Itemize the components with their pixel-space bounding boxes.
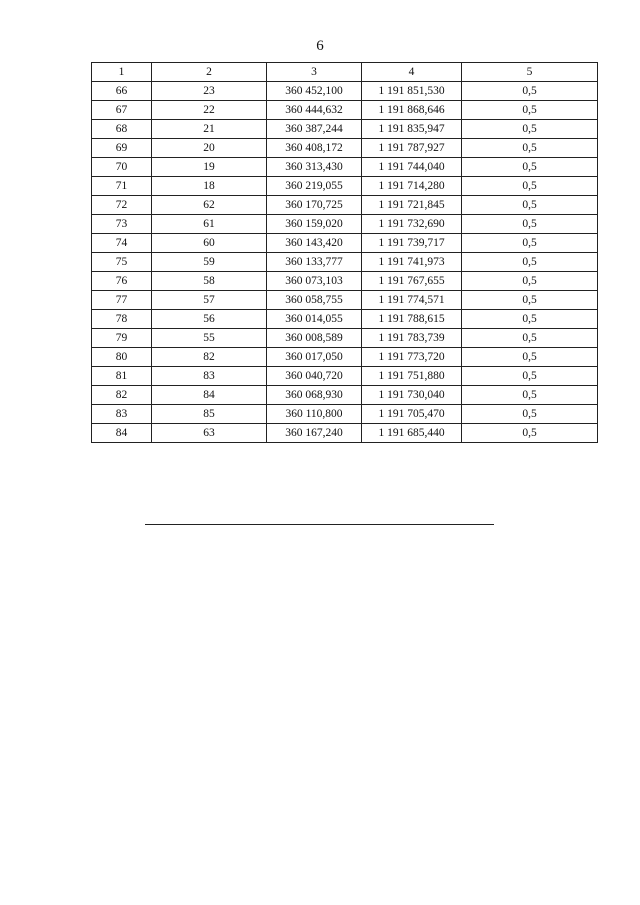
table-cell-col-3: 360 170,725 bbox=[267, 196, 362, 215]
table-cell-col-1: 68 bbox=[92, 120, 152, 139]
table-cell-col-4: 1 191 741,973 bbox=[362, 253, 462, 272]
table-cell-col-4: 1 191 851,530 bbox=[362, 82, 462, 101]
table-cell-col-5: 0,5 bbox=[462, 272, 598, 291]
table-row bbox=[92, 329, 598, 348]
table-cell-col-3: 360 073,103 bbox=[267, 272, 362, 291]
column-header-2: 2 bbox=[152, 63, 267, 82]
table-cell-col-4: 1 191 788,615 bbox=[362, 310, 462, 329]
column-header-1: 1 bbox=[92, 63, 152, 82]
column-header-4: 4 bbox=[362, 63, 462, 82]
end-of-document-line bbox=[145, 524, 494, 525]
table-row bbox=[92, 101, 598, 120]
table-cell-col-1: 71 bbox=[92, 177, 152, 196]
table-row bbox=[92, 234, 598, 253]
table-cell-col-2: 57 bbox=[152, 291, 267, 310]
table-cell-col-1: 74 bbox=[92, 234, 152, 253]
table-cell-col-4: 1 191 868,646 bbox=[362, 101, 462, 120]
table-cell-col-1: 75 bbox=[92, 253, 152, 272]
table-row bbox=[92, 177, 598, 196]
table-cell-col-2: 18 bbox=[152, 177, 267, 196]
table-cell-col-2: 59 bbox=[152, 253, 267, 272]
table-cell-col-2: 62 bbox=[152, 196, 267, 215]
table-cell-col-4: 1 191 744,040 bbox=[362, 158, 462, 177]
table-cell-col-5: 0,5 bbox=[462, 234, 598, 253]
table-cell-col-4: 1 191 685,440 bbox=[362, 424, 462, 443]
table-row bbox=[92, 348, 598, 367]
table-row bbox=[92, 196, 598, 215]
table-cell-col-3: 360 143,420 bbox=[267, 234, 362, 253]
table-cell-col-2: 22 bbox=[152, 101, 267, 120]
table-cell-col-2: 83 bbox=[152, 367, 267, 386]
table-cell-col-2: 55 bbox=[152, 329, 267, 348]
table-row bbox=[92, 386, 598, 405]
column-header-3: 3 bbox=[267, 63, 362, 82]
table-row bbox=[92, 291, 598, 310]
table-row bbox=[92, 367, 598, 386]
coordinates-table bbox=[91, 62, 598, 443]
table-row bbox=[92, 405, 598, 424]
table-cell-col-3: 360 068,930 bbox=[267, 386, 362, 405]
table-cell-col-5: 0,5 bbox=[462, 367, 598, 386]
table-cell-col-5: 0,5 bbox=[462, 424, 598, 443]
table-row bbox=[92, 120, 598, 139]
table-cell-col-5: 0,5 bbox=[462, 310, 598, 329]
table-cell-col-5: 0,5 bbox=[462, 196, 598, 215]
table-cell-col-3: 360 133,777 bbox=[267, 253, 362, 272]
table-cell-col-3: 360 058,755 bbox=[267, 291, 362, 310]
table-cell-col-5: 0,5 bbox=[462, 82, 598, 101]
table-cell-col-4: 1 191 732,690 bbox=[362, 215, 462, 234]
table-cell-col-5: 0,5 bbox=[462, 101, 598, 120]
table-cell-col-3: 360 408,172 bbox=[267, 139, 362, 158]
table-body bbox=[92, 82, 598, 443]
table-cell-col-3: 360 008,589 bbox=[267, 329, 362, 348]
page-number: 6 bbox=[316, 38, 324, 54]
table-cell-col-4: 1 191 767,655 bbox=[362, 272, 462, 291]
table-cell-col-1: 83 bbox=[92, 405, 152, 424]
table-cell-col-2: 21 bbox=[152, 120, 267, 139]
table-row bbox=[92, 253, 598, 272]
table-cell-col-1: 69 bbox=[92, 139, 152, 158]
table-cell-col-3: 360 452,100 bbox=[267, 82, 362, 101]
table-cell-col-5: 0,5 bbox=[462, 139, 598, 158]
table-cell-col-1: 70 bbox=[92, 158, 152, 177]
table-cell-col-5: 0,5 bbox=[462, 215, 598, 234]
table-cell-col-2: 84 bbox=[152, 386, 267, 405]
table-cell-col-3: 360 444,632 bbox=[267, 101, 362, 120]
table-cell-col-1: 67 bbox=[92, 101, 152, 120]
table-cell-col-3: 360 159,020 bbox=[267, 215, 362, 234]
table-cell-col-4: 1 191 774,571 bbox=[362, 291, 462, 310]
table-cell-col-4: 1 191 773,720 bbox=[362, 348, 462, 367]
table-cell-col-3: 360 313,430 bbox=[267, 158, 362, 177]
table-cell-col-2: 20 bbox=[152, 139, 267, 158]
table-cell-col-4: 1 191 721,845 bbox=[362, 196, 462, 215]
table-cell-col-2: 19 bbox=[152, 158, 267, 177]
table-cell-col-4: 1 191 783,739 bbox=[362, 329, 462, 348]
table-cell-col-3: 360 387,244 bbox=[267, 120, 362, 139]
table-cell-col-1: 73 bbox=[92, 215, 152, 234]
table-cell-col-5: 0,5 bbox=[462, 348, 598, 367]
table-cell-col-3: 360 219,055 bbox=[267, 177, 362, 196]
table-cell-col-5: 0,5 bbox=[462, 329, 598, 348]
table-cell-col-1: 72 bbox=[92, 196, 152, 215]
table-cell-col-1: 79 bbox=[92, 329, 152, 348]
table-cell-col-3: 360 167,240 bbox=[267, 424, 362, 443]
table-cell-col-1: 78 bbox=[92, 310, 152, 329]
table-row bbox=[92, 215, 598, 234]
table-cell-col-4: 1 191 730,040 bbox=[362, 386, 462, 405]
table-row bbox=[92, 139, 598, 158]
table-cell-col-2: 58 bbox=[152, 272, 267, 291]
table-cell-col-1: 80 bbox=[92, 348, 152, 367]
table-cell-col-5: 0,5 bbox=[462, 253, 598, 272]
table-cell-col-1: 66 bbox=[92, 82, 152, 101]
table-row bbox=[92, 158, 598, 177]
column-header-5: 5 bbox=[462, 63, 598, 82]
table-cell-col-4: 1 191 705,470 bbox=[362, 405, 462, 424]
table-cell-col-3: 360 014,055 bbox=[267, 310, 362, 329]
table-cell-col-5: 0,5 bbox=[462, 158, 598, 177]
table-cell-col-4: 1 191 739,717 bbox=[362, 234, 462, 253]
table-row bbox=[92, 310, 598, 329]
table-cell-col-2: 85 bbox=[152, 405, 267, 424]
table-cell-col-3: 360 040,720 bbox=[267, 367, 362, 386]
table-cell-col-5: 0,5 bbox=[462, 291, 598, 310]
table-cell-col-5: 0,5 bbox=[462, 386, 598, 405]
table-cell-col-1: 84 bbox=[92, 424, 152, 443]
table-cell-col-4: 1 191 835,947 bbox=[362, 120, 462, 139]
table-cell-col-2: 23 bbox=[152, 82, 267, 101]
table-cell-col-4: 1 191 787,927 bbox=[362, 139, 462, 158]
table-cell-col-5: 0,5 bbox=[462, 177, 598, 196]
table-header-row bbox=[92, 63, 598, 82]
table-cell-col-5: 0,5 bbox=[462, 405, 598, 424]
table-row bbox=[92, 424, 598, 443]
table-cell-col-5: 0,5 bbox=[462, 120, 598, 139]
table-cell-col-3: 360 017,050 bbox=[267, 348, 362, 367]
table-cell-col-2: 82 bbox=[152, 348, 267, 367]
table-cell-col-2: 60 bbox=[152, 234, 267, 253]
table-cell-col-2: 63 bbox=[152, 424, 267, 443]
table-cell-col-4: 1 191 714,280 bbox=[362, 177, 462, 196]
table-row bbox=[92, 272, 598, 291]
table-cell-col-1: 77 bbox=[92, 291, 152, 310]
table-cell-col-1: 76 bbox=[92, 272, 152, 291]
table-cell-col-1: 81 bbox=[92, 367, 152, 386]
table-cell-col-2: 61 bbox=[152, 215, 267, 234]
table-cell-col-2: 56 bbox=[152, 310, 267, 329]
table-cell-col-1: 82 bbox=[92, 386, 152, 405]
table-row bbox=[92, 82, 598, 101]
table-cell-col-3: 360 110,800 bbox=[267, 405, 362, 424]
table-cell-col-4: 1 191 751,880 bbox=[362, 367, 462, 386]
